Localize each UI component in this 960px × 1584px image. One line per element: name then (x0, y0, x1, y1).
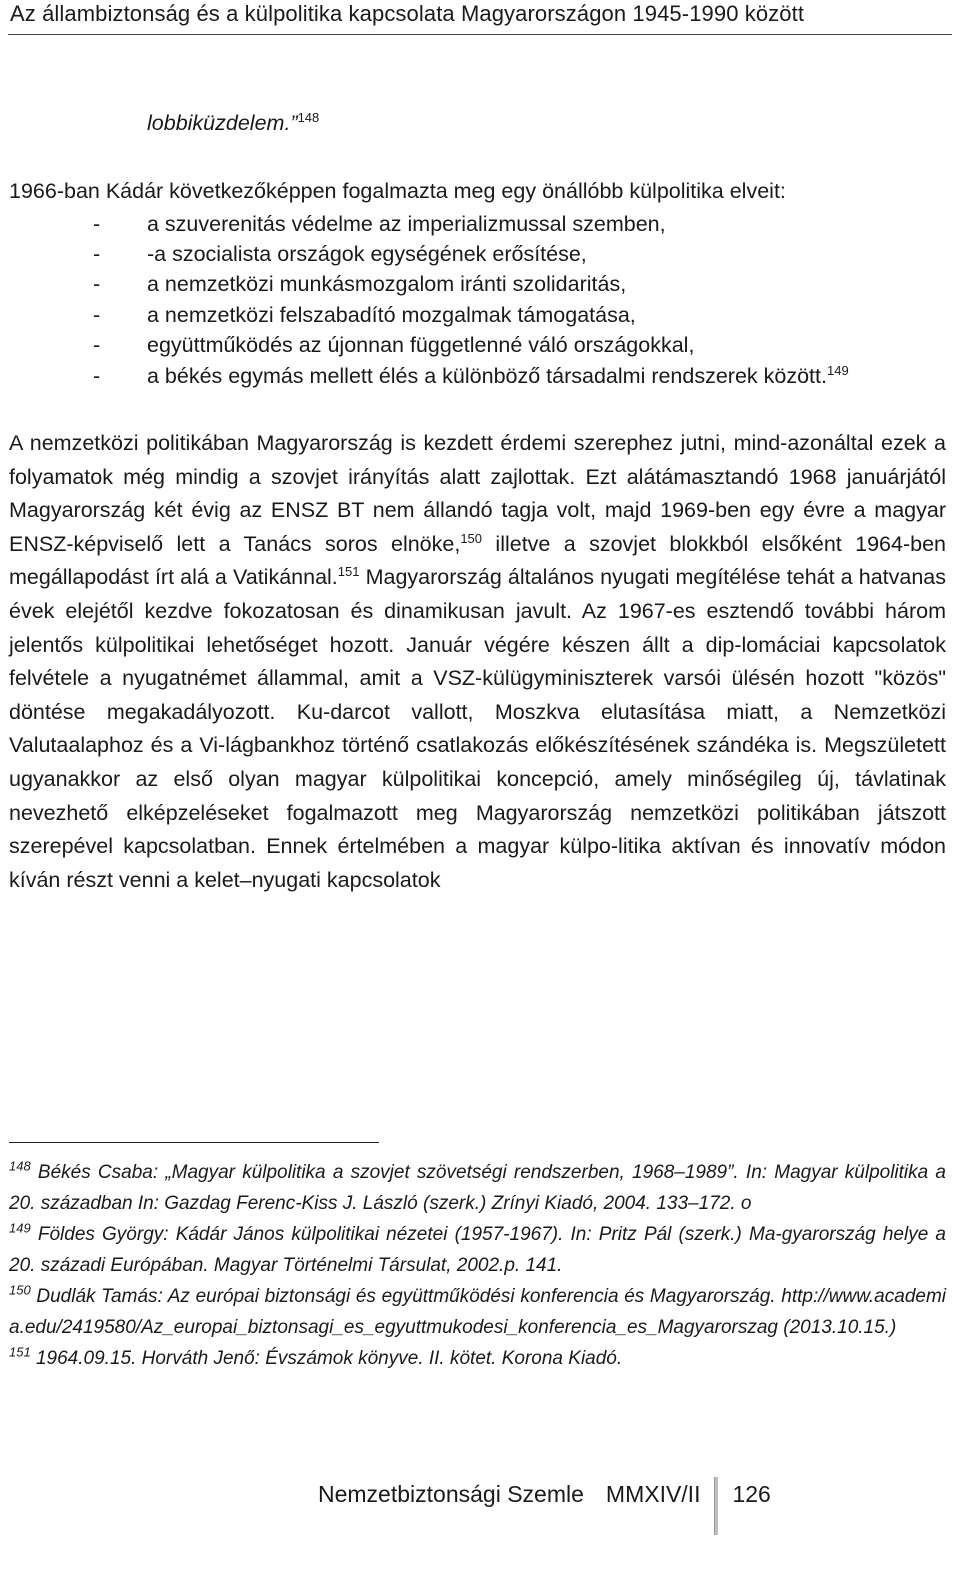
list-item-text: a békés egymás mellett élés a különböző társadalmi rendszerek között. (147, 363, 827, 388)
list-item (9, 209, 946, 239)
footnote-number: 150 (9, 1282, 31, 1298)
list-item-text: a nemzetközi munkásmozgalom iránti szolidaritás, (147, 272, 627, 297)
footnote-148 (9, 1157, 946, 1219)
footnotes (9, 1157, 946, 1374)
journal-volume: MMXIV/II (605, 1480, 701, 1507)
main-paragraph (9, 427, 946, 897)
list-item-text: a szuverenitás védelme az imperializmussal szemben, (147, 211, 666, 236)
intro-paragraph: 1966-ban Kádár következőképpen fogalmazta meg egy önállóbb külpolitika elveit: (9, 179, 786, 203)
footnote-150 (9, 1281, 946, 1343)
footnote-151 (9, 1343, 946, 1374)
list-item (9, 361, 946, 391)
footnote-text: Békés Csaba: „Magyar külpolitika a szovjet szövetségi rendszerben, 1968–1989”. In: Magyar külpolitika a 20. században In: Gazdag Ferenc-Kiss J. László (szerk.) Zrínyi Kiadó, 2004. 133–172. o (9, 1162, 946, 1214)
footnote-ref-149[interactable]: 149 (826, 362, 849, 378)
paragraph-text-c: Magyarország általános nyugati megítélése tehát a hatvanas évek elejétől kezdve fokozatosan és dinamikusan javult. Az 1967-es esztendő további három jelentős külpolitikai lehetőséget hozott. Január végére készen állt a dip-lomáciai kapcsolatok felvétele a nyugatnémet állammal, amit a VSZ-külügyminiszterek varsói ülésén hozott "közös" döntése megakadályozott. Ku-darcot vallott, Moszkva elutasítása miatt, a Nemzetközi Valutaalaphoz és a Vi-lágbankhoz történő csatlakozás előkészítésének szándéka is. Megszületett ugyanakkor az első olyan magyar külpolitikai koncepció, amely minőségileg új, távlatinak nevezhető elképzeléseket fogalmazott meg Magyarország nemzetközi politikában játszott szerepével kapcsolatban. Ennek értelmében a magyar külpo-litika aktívan és innovatív módon kíván részt venni a kelet–nyugati kapcsolatok (9, 565, 946, 892)
list-item (9, 239, 946, 269)
footnote-separator (9, 1142, 379, 1143)
footer-divider (714, 1477, 718, 1535)
running-header: Az állambiztonság és a külpolitika kapcsolata Magyarországon 1945-1990 között (8, 0, 952, 35)
footnote-149 (9, 1219, 946, 1281)
continuation-text: lobbiküzdelem.” (147, 111, 298, 135)
footnote-ref-151[interactable]: 151 (337, 564, 360, 580)
list-item (9, 269, 946, 299)
footnote-text: Földes György: Kádár János külpolitikai nézetei (1957-1967). In: Pritz Pál (szerk.) Ma-gyarország helye a 20. századi Európában. Magyar Történelmi Társulat, 2002.p. 141. (9, 1224, 947, 1276)
footnote-number: 149 (9, 1220, 31, 1236)
continuation-line (147, 104, 946, 142)
footnote-ref-150[interactable]: 150 (460, 530, 483, 546)
footnote-text: Dudlák Tamás: Az európai biztonsági és együttműködési konferencia és Magyarország. http://www.academia.edu/2419580/Az_europai_biztonsagi_es_egyuttmukodesi_konferencia_es_Magyarorszag (2013.10.15.) (9, 1286, 946, 1338)
dash-bullet: - (93, 211, 101, 236)
list-item-text: együttműködés az újonnan függetlenné váló országokkal, (147, 333, 695, 358)
paragraph-text-a: A nemzetközi politikában Magyarország is kezdett érdemi szerephez jutni, mind-azonáltal ezek a folyamatok még mindig a szovjet irányítás alatt zajlottak. Ezt alátámasztandó 1968 januárjától Magyarország két évig az ENSZ BT nem állandó tagja volt, majd 1969-ben egy évre a magyar ENSZ-képviselő lett a Tanács soros elnöke, (9, 431, 946, 556)
footnote-number: 151 (9, 1344, 31, 1360)
page-footer (318, 1474, 771, 1514)
page-number: 126 (732, 1480, 771, 1507)
footnote-ref-148[interactable]: 148 (297, 109, 320, 125)
principles-list (9, 209, 946, 391)
footnote-text: 1964.09.15. Horváth Jenő: Évszámok könyve. II. kötet. Korona Kiadó. (35, 1348, 623, 1369)
paragraph-text-b: illetve a szovjet blokkból elsőként 1964-ben megállapodást írt alá a Vatikánnal. (9, 531, 946, 590)
list-item-text: a nemzetközi felszabadító mozgalmak támogatása, (147, 302, 636, 327)
list-item (9, 330, 946, 360)
footnote-number: 148 (9, 1158, 31, 1174)
dash-bullet: - (93, 363, 101, 388)
journal-name: Nemzetbiztonsági Szemle (318, 1480, 584, 1507)
list-item-text: -a szocialista országok egységének erősítése, (147, 242, 587, 266)
dash-bullet: - (93, 242, 101, 266)
main-text (9, 104, 946, 897)
dash-bullet: - (93, 302, 101, 327)
dash-bullet: - (93, 333, 101, 358)
list-item (9, 300, 946, 330)
dash-bullet: - (93, 272, 101, 297)
